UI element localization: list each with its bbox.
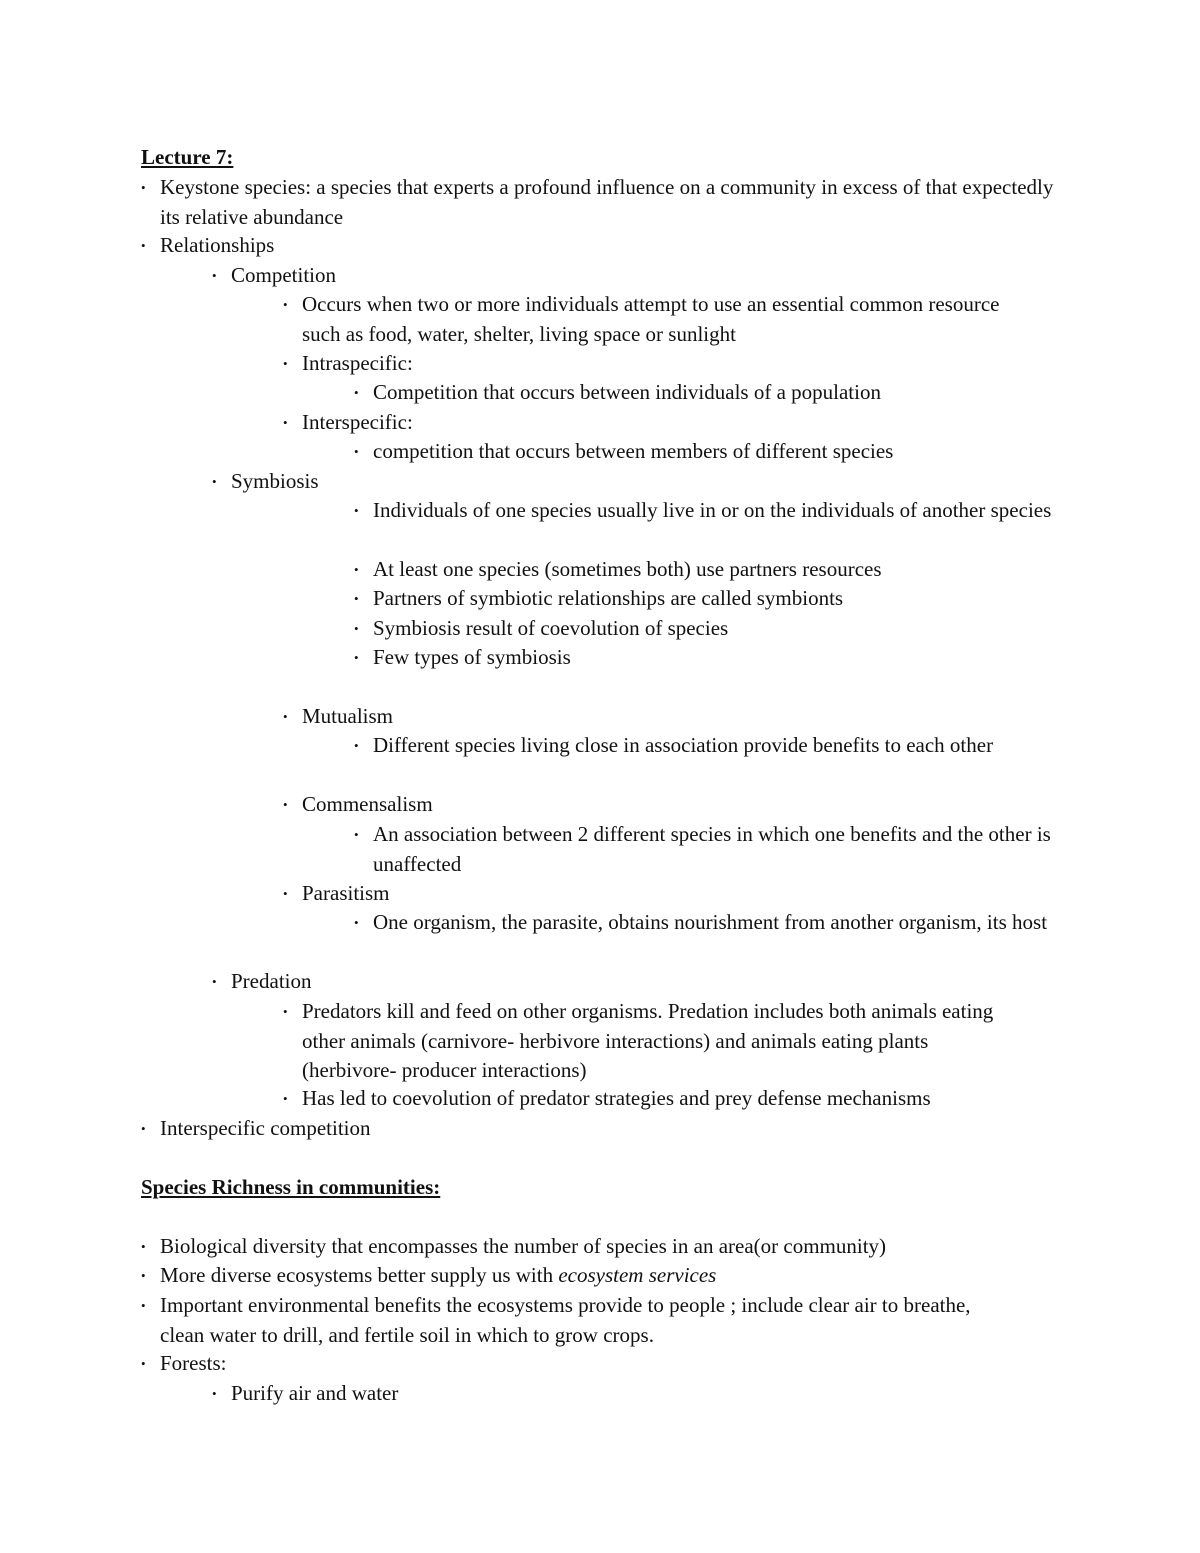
list-item: • One organism, the parasite, obtains nourishment from another organism, its host — [373, 908, 1068, 938]
bullet-icon: • — [354, 650, 359, 665]
bullet-icon: • — [212, 474, 217, 489]
bullet-icon: • — [354, 444, 359, 459]
bullet-icon: • — [141, 1298, 146, 1313]
list-item: • Forests: — [160, 1349, 1060, 1379]
bullet-icon: • — [354, 915, 359, 930]
bullet-icon: • — [283, 1004, 288, 1019]
bullet-icon: • — [283, 797, 288, 812]
list-item: • More diverse ecosystems better supply us with ecosystem services — [160, 1261, 1060, 1291]
bullet-icon: • — [141, 180, 146, 195]
bullet-icon: • — [283, 709, 288, 724]
list-item: • Competition — [231, 261, 1061, 291]
list-item: • Important environmental benefits the ecosystems provide to people ; include clear air to breathe, clean water to drill, and fertile soil in which to grow crops. — [141, 1293, 971, 1347]
list-item: • Predation — [231, 967, 1061, 997]
list-item: • Relationships — [160, 231, 1065, 261]
list-item: • Mutualism — [302, 702, 1062, 732]
bullet-icon: • — [212, 974, 217, 989]
bullet-icon: • — [141, 238, 146, 253]
list-item: • Biological diversity that encompasses the number of species in an area(or community) — [160, 1232, 1060, 1262]
list-item: • Few types of symbiosis — [373, 643, 1063, 673]
list-item: • Different species living close in association provide benefits to each other — [373, 731, 1023, 761]
list-item: • Individuals of one species usually live in or on the individuals of another species — [373, 496, 1068, 526]
list-item: • Has led to coevolution of predator strategies and prey defense mechanisms — [302, 1084, 1062, 1114]
bullet-icon: • — [354, 738, 359, 753]
list-item: • An association between 2 different species in which one benefits and the other is unaffected — [354, 822, 1051, 876]
bullet-icon: • — [283, 886, 288, 901]
list-item: • Purify air and water — [231, 1379, 1061, 1409]
list-item: • Competition that occurs between individuals of a population — [373, 378, 1063, 408]
bullet-icon: • — [354, 562, 359, 577]
bullet-icon: • — [141, 1268, 146, 1283]
list-item: • competition that occurs between members of different species — [373, 437, 1063, 467]
bullet-icon: • — [354, 503, 359, 518]
bullet-icon: • — [354, 827, 359, 842]
list-item: • Intraspecific: — [302, 349, 1062, 379]
section-heading-lecture-7: Lecture 7: — [141, 145, 234, 169]
bullet-icon: • — [141, 1121, 146, 1136]
bullet-icon: • — [212, 268, 217, 283]
list-item: • Commensalism — [302, 790, 1062, 820]
list-item: • At least one species (sometimes both) use partners resources — [373, 555, 1063, 585]
list-item: • Partners of symbiotic relationships are called symbionts — [373, 584, 1063, 614]
bullet-icon: • — [141, 1356, 146, 1371]
bullet-icon: • — [354, 621, 359, 636]
list-item: • Predators kill and feed on other organisms. Predation includes both animals eating other animals (carnivore- herbivore interactions) and animals eating plants (herbivore- producer interactions) — [283, 999, 994, 1082]
section-heading-species-richness: Species Richness in communities: — [141, 1175, 441, 1199]
bullet-icon: • — [212, 1386, 217, 1401]
bullet-icon: • — [354, 385, 359, 400]
bullet-icon: • — [283, 1091, 288, 1106]
list-item: • Interspecific competition — [160, 1114, 1060, 1144]
bullet-icon: • — [283, 297, 288, 312]
bullet-icon: • — [283, 415, 288, 430]
list-item: • Occurs when two or more individuals attempt to use an essential common resource such as food, water, shelter, living space or sunlight — [283, 292, 1000, 346]
list-item: • Symbiosis — [231, 467, 1061, 497]
list-item: • Keystone species: a species that experts a profound influence on a community in excess of that expectedly its relative abundance — [141, 175, 1054, 229]
bullet-icon: • — [283, 356, 288, 371]
list-item: • Interspecific: — [302, 408, 1062, 438]
list-item: • Parasitism — [302, 879, 1062, 909]
list-item: • Symbiosis result of coevolution of species — [373, 614, 1063, 644]
bullet-icon: • — [141, 1239, 146, 1254]
emphasis-text: ecosystem services — [558, 1263, 717, 1287]
bullet-icon: • — [354, 591, 359, 606]
